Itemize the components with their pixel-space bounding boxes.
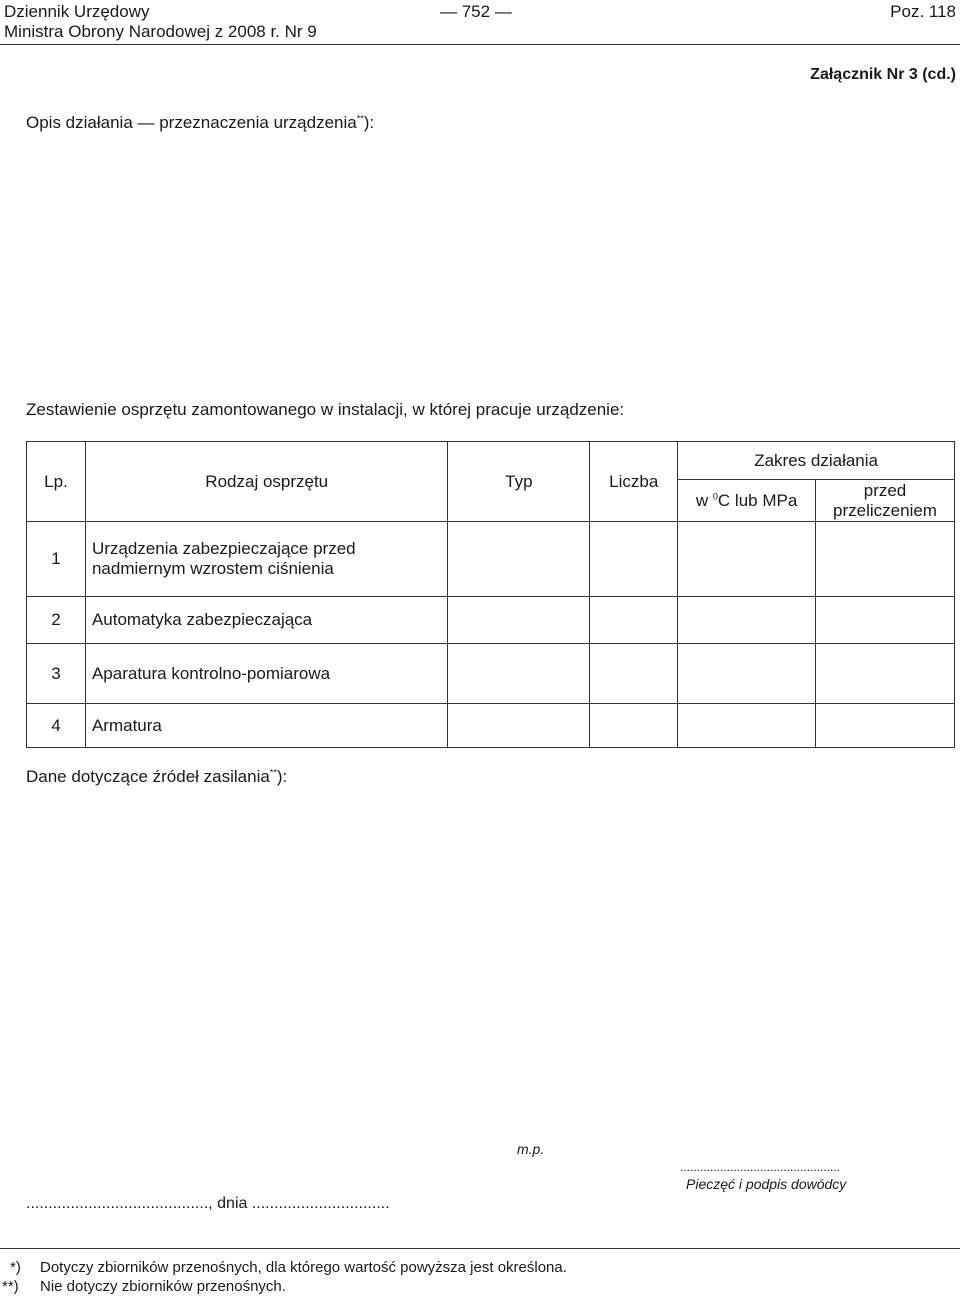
position-number: Poz. 118: [890, 2, 956, 21]
row-range-cell: [678, 644, 816, 704]
power-mark: **: [269, 767, 277, 778]
description-text: Opis działania — przeznaczenia urządzenia: [26, 113, 357, 132]
row-range-cell: [678, 597, 816, 644]
table-header-row: [27, 442, 955, 480]
row-typ-cell: [448, 597, 590, 644]
row-typ-cell: [448, 704, 590, 748]
signature-dots: ................................................: [680, 1160, 841, 1174]
description-heading: [26, 113, 374, 133]
place-date-line: ........................................., dnia ...............................: [26, 1195, 390, 1212]
footer-rule: [0, 1248, 960, 1249]
stamp-label: Pieczęć i podpis dowódcy: [686, 1176, 847, 1192]
journal-title: Dziennik Urzędowy: [4, 2, 150, 21]
row-before-cell: [816, 704, 955, 748]
table-row: [27, 597, 955, 644]
row-count-cell: [590, 644, 678, 704]
equipment-heading: Zestawienie osprzętu zamontowanego w instalacji, w której pracuje urządzenie:: [26, 400, 625, 419]
header-count: Liczba: [590, 442, 678, 522]
row-range-cell: [678, 522, 816, 597]
row-before-cell: [816, 644, 955, 704]
annex-label: Załącznik Nr 3 (cd.): [810, 66, 956, 83]
page-number: — 752 —: [440, 2, 512, 21]
row-range-cell: [678, 704, 816, 748]
row-typ-cell: [448, 644, 590, 704]
header-range-unit: w $^0$C lub MPa: [678, 480, 816, 522]
row-name: Automatyka zabezpieczająca: [85, 597, 448, 644]
row-lp: 1: [27, 522, 86, 597]
header-before-conversion: przed przeliczeniem: [816, 480, 955, 522]
header-typ: Typ: [448, 442, 590, 522]
row-count-cell: [590, 704, 678, 748]
power-suffix: ):: [276, 767, 288, 786]
header-type-of-fitting: Rodzaj osprzętu: [85, 442, 448, 522]
mp-label: m.p.: [517, 1141, 545, 1157]
row-name: Armatura: [85, 704, 448, 748]
footnote-2-mark: **): [2, 1278, 19, 1295]
row-typ-cell: [448, 522, 590, 597]
footnote-1-mark: *): [10, 1259, 21, 1276]
row-lp: 2: [27, 597, 86, 644]
power-text: Dane dotyczące źródeł zasilania: [26, 767, 270, 786]
row-count-cell: [590, 522, 678, 597]
header-range: Zakres działania: [678, 442, 955, 480]
footnote-1-text: Dotyczy zbiorników przenośnych, dla którego wartość powyższa jest określona.: [40, 1259, 567, 1276]
ministry-line: Ministra Obrony Narodowej z 2008 r. Nr 9: [4, 22, 317, 41]
row-name: Urządzenia zabezpieczające przed nadmiernym wzrostem ciśnienia: [85, 522, 448, 597]
row-before-cell: [816, 597, 955, 644]
row-lp: 3: [27, 644, 86, 704]
table-row: [27, 644, 955, 704]
row-name: Aparatura kontrolno-pomiarowa: [85, 644, 448, 704]
description-suffix: ):: [363, 113, 375, 132]
row-before-cell: [816, 522, 955, 597]
power-heading: [26, 767, 287, 787]
header-lp: Lp.: [27, 442, 86, 522]
header-rule: [0, 44, 960, 45]
equipment-table: [26, 441, 955, 748]
row-lp: 4: [27, 704, 86, 748]
footnote-2-text: Nie dotyczy zbiorników przenośnych.: [40, 1278, 286, 1295]
row-count-cell: [590, 597, 678, 644]
table-row: [27, 704, 955, 748]
description-mark: **: [356, 113, 364, 124]
table-row: [27, 522, 955, 597]
